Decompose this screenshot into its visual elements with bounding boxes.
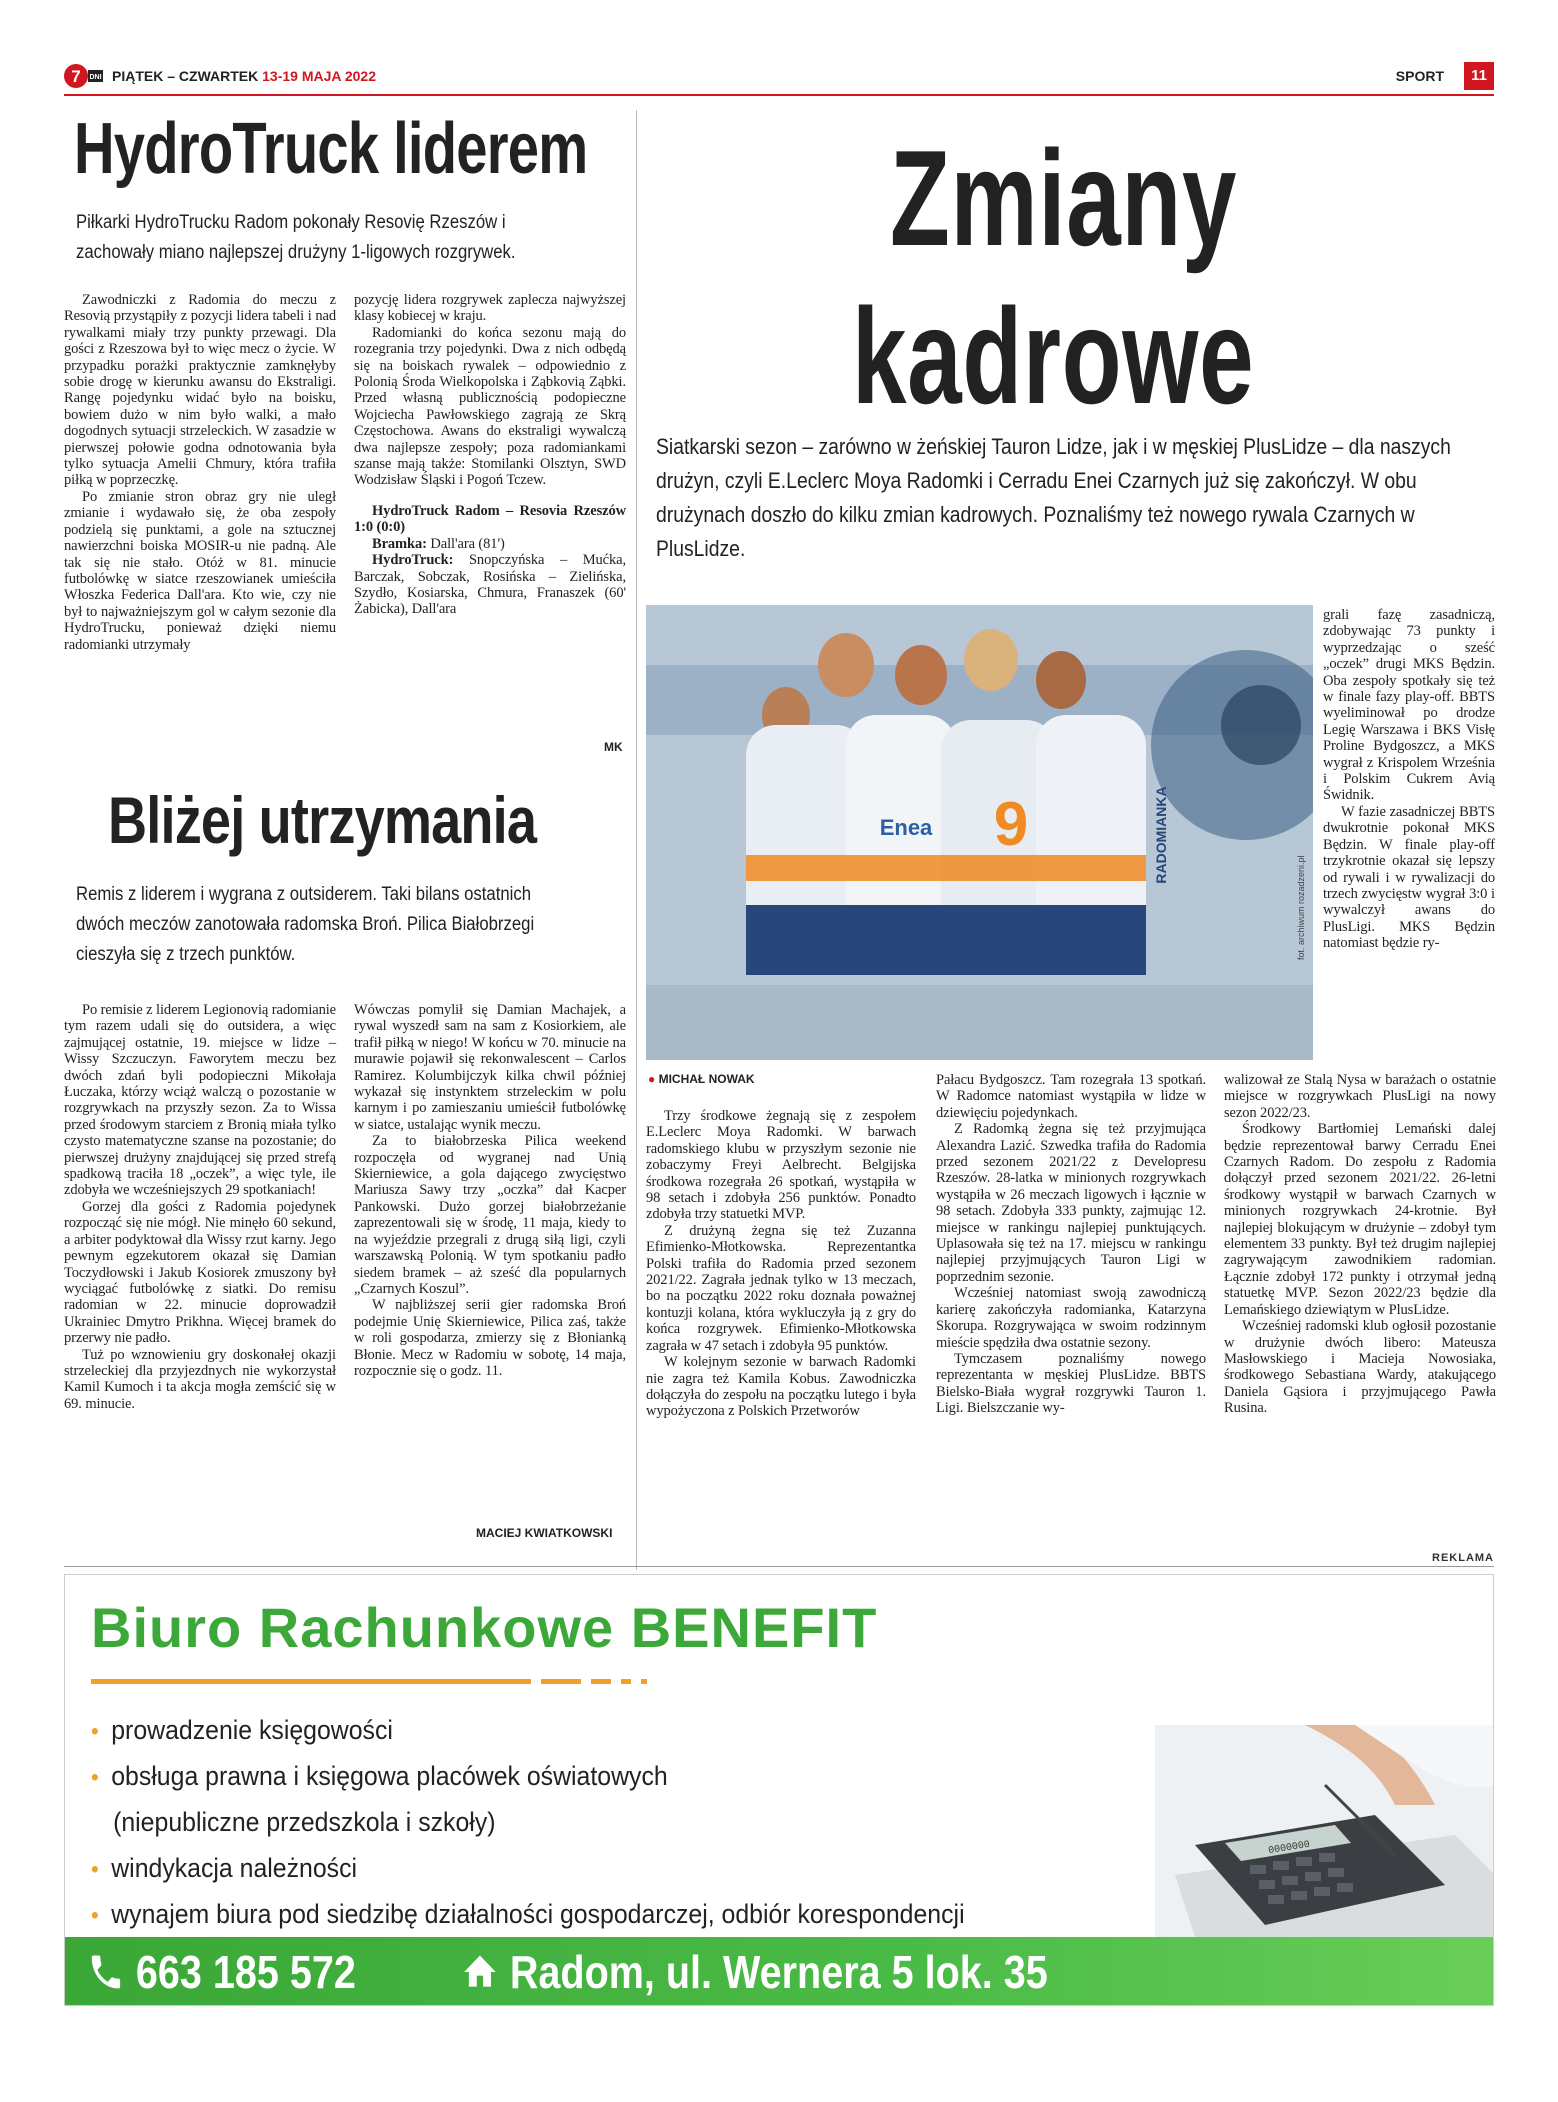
paragraph: Po zmianie stron obraz gry nie uległ zmianie i wydawało się, że oba zespoły podzielą się punktami, a gole na sztucznej nawierzchni boiska MOSIR-u nie padną. Ale tak się nie stało. Otóż w 81. minucie futbolówkę w siatce rzeszowianek umieściła Włoszka Federica Dall'ara. Kto wie, czy nie był to najważniejszym gol w całym sezonie dla HydroTrucku, ponieważ dzięki niemu radomianki utrzymały <box>64 488 336 653</box>
paragraph: Za to białobrzeska Pilica weekend rozpoczęła od wygranej nad Unią Skierniewice, a gola dającego zwycięstwo Mariusza Sawy trzy „oczka” dał Kacper Pankowski. Dużo gorzej białobrzeżanie zaprezentowali się w środę, 11 maja, kiedy to na wyjeździe przegrali z drugą siłą ligi, czyli warszawską Polonią. W tym spotkaniu padło siedem bramek – aż sześć dla popularnych „Czarnych Koszul”. <box>354 1133 626 1297</box>
article-zmiany-author: ● MICHAŁ NOWAK <box>648 1072 755 1086</box>
ad-service-item: (niepubliczne przedszkola i szkoły) <box>113 1807 496 1837</box>
paragraph: grali fazę zasadniczą, zdobywając 73 punkty i wyprzedzając o sześć „oczek” drugi MKS Będzin. Oba zespoły spotkały się też w finale fazy play-off. BBTS wyeliminował po drodze Legię Warszawa i BKS Visłę Proline Bydgoszcz, a MKS wygrał z Krispolem Września i Polskim Cukrem Avią Świdnik. <box>1323 607 1495 804</box>
article-hydrotruck-author: MK <box>604 740 623 754</box>
article-zmiany-title-line2: kadrowe <box>852 280 1255 432</box>
paragraph: Po remisie z liderem Legionovią radomianie tym razem udali się do outsidera, a więc zajmującej ostatnie, 19. miejsce w lidze – Wissy Szczuczyn. Faworytem meczu bez dwóch zdań byli podopieczni Mikołaja Łuczaka, którzy wciąż walczą o pozostanie w rozgrywkach na przyszły sezon. Za to Wissa przed środowym starciem z Bronią miała tylko czysto matematyczne szanse na pozostanie; do pierwszej drużyny znajdującej się przed strefą spadkową traciła 18 „oczek”, a więc tyle, ile zdobyła we wcześniejszych 29 spotkaniach! <box>64 1002 336 1199</box>
home-icon <box>461 1950 499 1994</box>
paragraph: Z drużyną żegna się też Zuzanna Efimienko-Młotkowska. Reprezentantka Polski trafiła do Radomia przed sezonem 2021/22. Zagrała jednak tylko w 13 meczach, bo na początku 2022 roku doznała poważnej kontuzji kolana, która wykluczyła ją z gry do końca rozgrywek. Efimienko-Młotkowska zagrała w 47 setach i zdobyła 95 punktów. <box>646 1222 916 1354</box>
ad-decorative-line <box>91 1679 681 1684</box>
bullet-icon: • <box>91 1764 99 1791</box>
paragraph: W fazie zasadniczej BBTS dwukrotnie pokonał MKS Będzin. W finale play-off trzykrotnie okazał się lepszy od rywali i w rywalizacji do trzech zwycięstw wygrał 3:0 i wywalczył awans do PlusLigi. MKS Będzin natomiast będzie ry- <box>1323 803 1495 952</box>
match-lineup: HydroTruck: Snopczyńska – Mućka, Barczak, Sobczak, Rosińska – Zielińska, Szydło, Kosiarska, Chmura, Franaszek (60' Żabicka), Dall'ara <box>354 552 627 618</box>
paragraph: Wówczas pomylił się Damian Machajek, a rywal wyszedł sam na sam z Kosiorkiem, ale trafił piłką w niego! W końcu w 70. minucie na murawie pojawił się rekonwalescent – Carlos Ramirez. Kolumbijczyk kilka chwil później wykazał się instynktem strzeleckim w polu karnym i po zamieszaniu umieścił futbolówkę w siatce, ustalając wynik meczu. <box>354 1002 626 1133</box>
ad-service-item: • wynajem biura pod siedzibę działalności gospodarczej, odbiór korespondencji <box>91 1891 965 1937</box>
newspaper-logo <box>64 62 104 90</box>
advertisement-benefit[interactable] <box>64 1574 1494 2006</box>
paragraph: Wcześniej natomiast swoją zawodniczą karierę zakończyła radomianka, Katarzyna Skorupa. Rozgrywająca w swoim rodzinnym mieście spędziła dwa ostatnie sezony. <box>936 1285 1206 1351</box>
svg-text:7: 7 <box>71 67 81 86</box>
bullet-icon: • <box>91 1718 99 1745</box>
match-goals: Bramka: Dall'ara (81') <box>372 535 505 552</box>
paragraph: Wcześniej radomski klub ogłosił pozostanie w drużynie dwóch libero: Mateusza Masłowskiego i Macieja Nowosiaka, środkowego Sebastiana Wardy, atakującego Daniela Gąsiora i przyjmującego Pawła Rusina. <box>1224 1318 1496 1417</box>
bullet-icon: • <box>91 1902 99 1929</box>
article-zmiany-col2 <box>936 1072 1206 1417</box>
calculator-hand-illustration <box>1155 1725 1494 1937</box>
article-blizej-title: Bliżej utrzymania <box>108 783 537 857</box>
bullet-icon: • <box>91 1856 99 1883</box>
ad-services-list <box>91 1707 1041 1937</box>
photo-illustration <box>646 605 1313 1060</box>
paragraph: pozycję lidera rozgrywek zaplecza najwyższej klasy kobiecej w kraju. <box>354 292 626 325</box>
issue-date: PIĄTEK – CZWARTEK 13-19 MAJA 2022 <box>112 68 377 84</box>
article-hydrotruck-col2 <box>354 292 626 618</box>
article-hydrotruck-title: HydroTruck liderem <box>74 109 588 189</box>
paragraph: Radomianki do końca sezonu mają do rozegrania trzy pojedynki. Dwa z nich odbędą się na boiskach rywalek – odpowiednio z Polonią Środa Wielkopolska i Ząbkovią Ząbki. Przed własną publicznością podopieczne Wojciecha Pawłowskiego zagrają ze Skrą Częstochowa. Awans do ekstraligi wywalczą dwa najlepsze zespoły; poza radomiankami szanse mają także: Stomilanki Olsztyn, SWD Wodzisław Śląski i Pogoń Tczew. <box>354 324 626 489</box>
article-zmiany-side-col <box>1323 607 1495 952</box>
paragraph: Gorzej dla gości z Radomia pojedynek rozpocząć się nie mógł. Nie minęło 60 sekund, a arbiter podyktował dla Wissy rzut karny. Jego pewnym egzekutorem okazał się Damian Toczydłowski i Jakub Kosiorek zmuszony był wyciągać futbolówkę z siatki. Do remisu radomian w 22. minucie doprowadził Ukrainiec Dmytro Prikhna. Więcej bramek do przerwy nie padło. <box>64 1198 336 1347</box>
header-divider <box>64 94 1494 96</box>
ad-service-item: • prowadzenie księgowości <box>91 1707 965 1753</box>
ad-phone[interactable]: 663 185 572 <box>87 1945 356 1999</box>
paragraph: walizował ze Stalą Nysa w barażach o ostatnie miejsce w rozgrywkach PlusLigi na nowy sezon 2022/23. <box>1224 1072 1496 1121</box>
paragraph: W najbliższej serii gier radomska Broń podejmie Unię Skierniewice, Pilica zaś, także w roli gospodarza, zmierzy się z Błonianką Błonie. Mecz w Radomiu w sobotę, 14 maja, rozpocznie się o godz. 11. <box>354 1297 626 1379</box>
phone-icon <box>87 1950 125 1994</box>
column-divider <box>636 110 637 1570</box>
paragraph: Zawodniczki z Radomia do meczu z Resovią przystąpiły z pozycji lidera tabeli i nad rywalkami miały trzy punkty przewagi. Dla gości z Rzeszowa był to więc mecz o życie. W przypadku porażki praktycznie zamknęłyby sobie drogę w kierunku awansu do Ekstraligi. Rangę pojedynku widać było na boisku, bowiem dużo w nim było walki, a mało dogodnych sytuacji strzeleckich. W zasadzie w pierwszej połowie godna odnotowania była tylko sytuacja Amelii Chmury, która trafiła piłką w poprzeczkę. <box>64 292 336 489</box>
bullet-icon: ● <box>648 1072 656 1086</box>
advertisement-label: REKLAMA <box>1432 1552 1494 1564</box>
photo-credit: fot. archiwum rozadzeni.pl <box>1296 855 1306 960</box>
paragraph: Tymczasem poznaliśmy nowego reprezentanta w męskiej PlusLidze. BBTS Bielsko-Biała wygrał rozgrywki Tauron 1. Ligi. Bielszczanie wy- <box>936 1350 1206 1417</box>
article-blizej-col1 <box>64 1002 336 1412</box>
ad-title: Biuro Rachunkowe BENEFIT <box>91 1596 878 1659</box>
paragraph: Trzy środkowe żegnają się z zespołem E.Leclerc Moya Radomki. W barwach radomskiego klubu w przyszłym sezonie nie zobaczymy Freyi Aelbrecht. Belgijska środkowa rozegrała 26 spotkań, wystąpiła w 98 setach i zdobyła 256 punktów. Ponadto zdobyła trzy statuetki MVP. <box>646 1108 916 1223</box>
volleyball-team-photo <box>646 605 1313 1060</box>
article-blizej-col2 <box>354 1002 626 1379</box>
paragraph: Pałacu Bydgoszcz. Tam rozegrała 13 spotkań. W Radomce natomiast wystąpiła w lidze w dziewięciu pojedynkach. <box>936 1072 1206 1121</box>
jersey-number: 9 <box>993 790 1029 859</box>
match-result: HydroTruck Radom – Resovia Rzeszów 1:0 (0:0) <box>354 502 626 536</box>
paragraph: Środkowy Bartłomiej Lemański dalej będzie reprezentował barwy Cerradu Enei Czarnych Radom. Do zespołu z Radomia dołączył przed sezonem 2021/22. 26-letni środkowy wystąpił w barwach Czarnych w minionych rozgrywkach 24-krotnie. Był najlepiej blokującym w drużynie – zdobył tym elementem 33 punkty. Był też drugim najlepiej zagrywającym zawodnikiem radomian. Łącznie zdobył 172 punkty i otrzymał jedną statuetkę MVP. Sezon 2022/23 będzie dla Lemańskiego dziewiątym w PlusLidze. <box>1224 1121 1496 1318</box>
advertisement-divider <box>64 1566 1494 1567</box>
paragraph: Z Radomką żegna się też przyjmująca Alexandra Lazić. Szwedka trafiła do Radomia przed sezonem 2021/22 z Developresu Rzeszów. 28-latka w minionych rozgrywkach wystąpiła w 26 meczach ligowych i łącznie w 98 setach. Zdobyła 333 punkty, zajmując 12. miejsce w rankingu najlepiej punktujących. Uplasowała się też na 17. miejscu w rankingu najlepiej przyjmujących Tauron Ligi w poprzednim sezonie. <box>936 1121 1206 1285</box>
page-header <box>64 62 1494 92</box>
article-hydrotruck-lead: Piłkarki HydroTrucku Radom pokonały Resovię Rzeszów i zachowały miano najlepszej drużyny 1-ligowych rozgrywek. <box>76 212 516 263</box>
article-hydrotruck-col1 <box>64 292 336 653</box>
paragraph: Tuż po wznowieniu gry doskonałej okazji strzeleckiej dla przyjezdnych nie wykorzystał Kamil Kumoch i ta akcja mogła zemścić się w 69. minucie. <box>64 1346 336 1412</box>
section-label: SPORT <box>1395 68 1444 84</box>
article-blizej-lead: Remis z liderem i wygrana z outsiderem. Taki bilans ostatnich dwóch meczów zanotowała radomska Broń. Pilica Białobrzegi cieszyła się z trzech punktów. <box>76 884 535 965</box>
article-zmiany-title-line1: Zmiany <box>890 122 1238 274</box>
ad-contact-bar <box>65 1937 1494 2006</box>
paragraph: W kolejnym sezonie w barwach Radomki nie zagra też Kamila Kobus. Zawodniczka dołączyła do zespołu na początku lutego i była wypożyczona z Polskich Przetworów <box>646 1354 916 1420</box>
jersey-sponsor: Enea <box>879 815 933 840</box>
ad-service-item: • windykacja należności <box>91 1845 965 1891</box>
ad-address[interactable]: Radom, ul. Wernera 5 lok. 35 <box>461 1945 1048 1999</box>
calculator-display: 0000000 <box>1267 1839 1311 1858</box>
ad-service-item: • obsługa prawna i księgowa placówek oświatowych <box>91 1753 965 1799</box>
article-zmiany-lead: Siatkarski sezon – zarówno w żeńskiej Tauron Lidze, jak i w męskiej PlusLidze – dla naszych drużyn, czyli E.Leclerc Moya Radomki i Cerradu Enei Czarnych już się zakończył. W obu drużynach doszło do kilku zmian kadrowych. Poznaliśmy też nowego rywala Czarnych w PlusLidze. <box>656 434 1451 561</box>
article-zmiany-col1 <box>646 1108 916 1420</box>
jersey-name: RADOMIANKA <box>1153 786 1169 884</box>
svg-text:DNI: DNI <box>89 74 102 81</box>
page-number: 11 <box>1464 62 1494 90</box>
article-zmiany-col3 <box>1224 1072 1496 1417</box>
article-blizej-author: MACIEJ KWIATKOWSKI <box>476 1526 613 1540</box>
